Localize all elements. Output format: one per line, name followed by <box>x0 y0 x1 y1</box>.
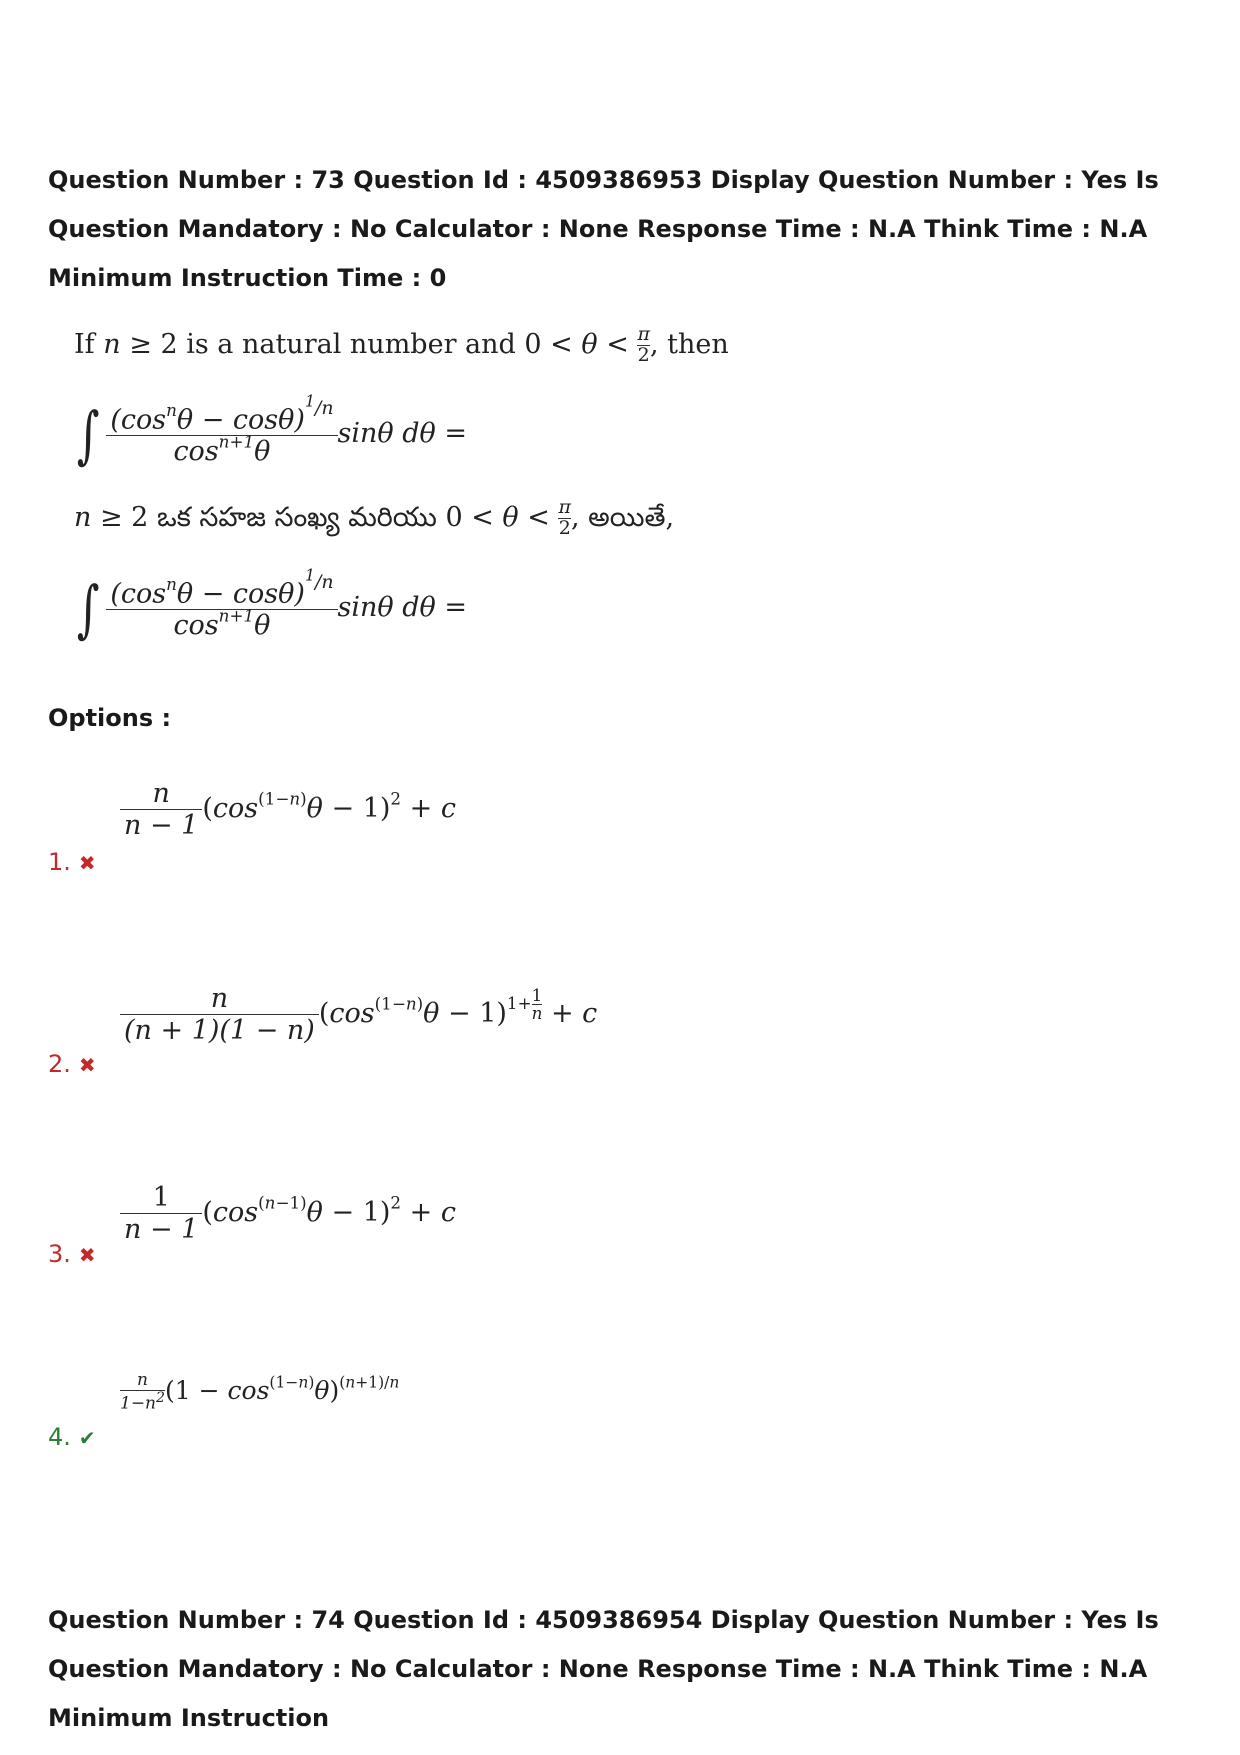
option-3[interactable] <box>48 1240 96 1268</box>
question-73-meta: Question Number : 73 Question Id : 4509386953 Display Question Number : Yes Is Question Mandatory : No Calculator : None Response Time : N.A Think Time : N.A Minimum Instruction Time : 0 <box>48 166 1159 292</box>
question-statement-telugu: n ≥ 2 ఒక సహజ సంఖ్య మరియు 0 < θ < $\frac{\pi}{2}$ , అయితే, <box>74 496 675 539</box>
statement-mid: is a natural number and <box>186 328 516 360</box>
option-4-number: 4. <box>48 1423 71 1451</box>
statement-prefix: If <box>74 328 95 360</box>
wrong-icon: ✖ <box>78 851 96 875</box>
option-2-expression: $\frac{n}{(n + 1)(1 - n)}$ $(\cos^{(1-n)}\theta - 1)^{1+ \frac{1}{n}}$ + c <box>120 983 597 1046</box>
integral-expression-english: ∫ $\frac{(\cos^n\theta - \cos\theta)^{^1/n}}{\cos^{n+1}\theta}$ sinθ dθ = <box>76 391 468 471</box>
option-3-expression: $\frac{1}{n - 1}$ $(\cos^{(n-1)}\theta - 1)^2 + c$ <box>120 1182 456 1245</box>
option-4[interactable] <box>48 1423 96 1451</box>
option-1-expression: $\frac{n}{n - 1}$ $(\cos^{(1-n)}\theta - 1)^2 + c$ <box>120 778 456 841</box>
wrong-icon: ✖ <box>78 1243 96 1267</box>
telugu-statement-suffix: అయితే, <box>588 501 675 533</box>
telugu-statement-mid: ఒక సహజ సంఖ్య మరియు <box>156 501 437 533</box>
options-label: Options : <box>48 704 172 732</box>
statement-suffix: then <box>667 328 729 360</box>
option-2[interactable] <box>48 1050 96 1078</box>
option-3-number: 3. <box>48 1240 71 1268</box>
correct-icon: ✔ <box>78 1426 96 1450</box>
wrong-icon: ✖ <box>78 1053 96 1077</box>
option-4-expression: $\frac{n}{1-n^2}$ $(1 - \cos^{(1-n)}\theta)^{(n+1)/n}$ <box>120 1370 400 1414</box>
option-1[interactable] <box>48 848 96 876</box>
option-2-number: 2. <box>48 1050 71 1078</box>
integral-expression-telugu: ∫ $\frac{(\cos^n\theta - \cos\theta)^{^1/n}}{\cos^{n+1}\theta}$ sinθ dθ = <box>76 565 468 645</box>
question-statement-english: If n ≥ 2 is a natural number and 0 < θ < $\frac{\pi}{2}$ , then <box>74 323 729 366</box>
question-74-meta: Question Number : 74 Question Id : 4509386954 Display Question Number : Yes Is Question Mandatory : No Calculator : None Response Time : N.A Think Time : N.A Minimum Instruction <box>48 1606 1159 1732</box>
option-1-number: 1. <box>48 848 71 876</box>
